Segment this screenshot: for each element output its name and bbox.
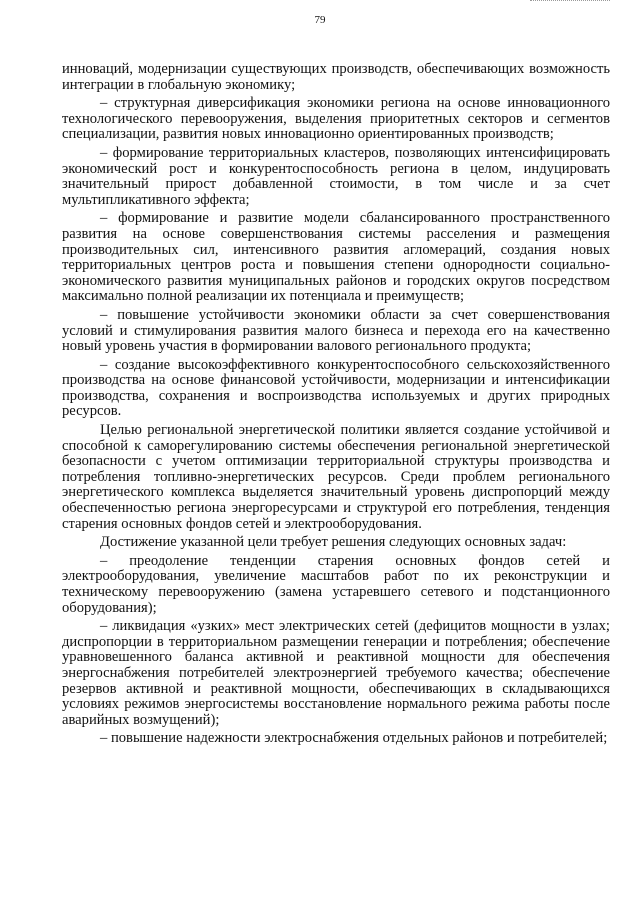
- paragraph-3: – формирование территориальных кластеров, позволяющих интенсифицировать экономический рост и конкурентоспособность региона в целом, индуцировать значительный прирост добавленной стоимости, в том числе и за счет мультипликативного эффекта;: [62, 144, 610, 208]
- paragraph-10: – ликвидация «узких» мест электрических сетей (дефицитов мощности в узлах; диспропорции в территориальном размещении генерации и потребления; обеспечение уравновешенного баланса активной и реактивной мощности для обеспечения энергоснабжения потребителей электроэнергией требуемого качества; обеспечение резервов активной и реактивной мощности, обеспечивающих в складывающихся условиях режимов энергосистемы восстановление нормального режима работы после аварийных возмущений);: [62, 618, 610, 728]
- paragraph-2: – структурная диверсификация экономики региона на основе инновационного технологического перевооружения, выделения приоритетных секторов и сегментов специализации, развития новых инновационно ориентированных производств;: [62, 95, 610, 143]
- paragraph-7: Целью региональной энергетической политики является создание устойчивой и способной к саморегулированию системы обеспечения региональной энергетической безопасности с учетом оптимизации территориальной структуры производства и потребления топливно-энергетических ресурсов. Среди проблем регионального энергетического комплекса выделяется значительный уровень диспропорций между обеспеченностью региона энергоресурсами и структурой его потребления, тенденция старения основных фондов сетей и электрооборудования.: [62, 422, 610, 532]
- paragraph-4: – формирование и развитие модели сбалансированного пространственного развития на основе совершенствования системы расселения и размещения производительных сил, интенсивного развития агломераций, создания новых территориальных центров роста и повышения степени однородности социально-экономического развития муниципальных районов и городских округов посредством максимально полной реализации их потенциала и преимуществ;: [62, 210, 610, 305]
- paragraph-8: Достижение указанной цели требует решения следующих основных задач:: [100, 534, 567, 551]
- page-number: 79: [314, 14, 326, 26]
- paragraph-6: – создание высокоэффективного конкурентоспособного сельскохозяйственного производства на основе финансовой устойчивости, модернизации и интенсификации производства, сохранения и воспроизводства используемых и других природных ресурсов.: [62, 356, 610, 420]
- document-body: [62, 62, 610, 750]
- paragraph-11: – повышение надежности электроснабжения отдельных районов и потребителей;: [100, 730, 608, 747]
- paragraph-1: инноваций, модернизации существующих производств, обеспечивающих возможность интеграции в глобальную экономику;: [62, 61, 610, 93]
- paragraph-5: – повышение устойчивости экономики области за счет совершенствования условий и стимулирования развития малого бизнеса и перехода его на качественно новый уровень участия в формировании валового регионального продукта;: [62, 306, 610, 355]
- paragraph-9: – преодоление тенденции старения основных фондов сетей и электрооборудования, увеличение масштабов работ по их реконструкции и техническому перевооружению (замена устаревшего сетевого и подстанционного оборудования);: [62, 552, 610, 616]
- scan-edge-mark: [530, 0, 610, 4]
